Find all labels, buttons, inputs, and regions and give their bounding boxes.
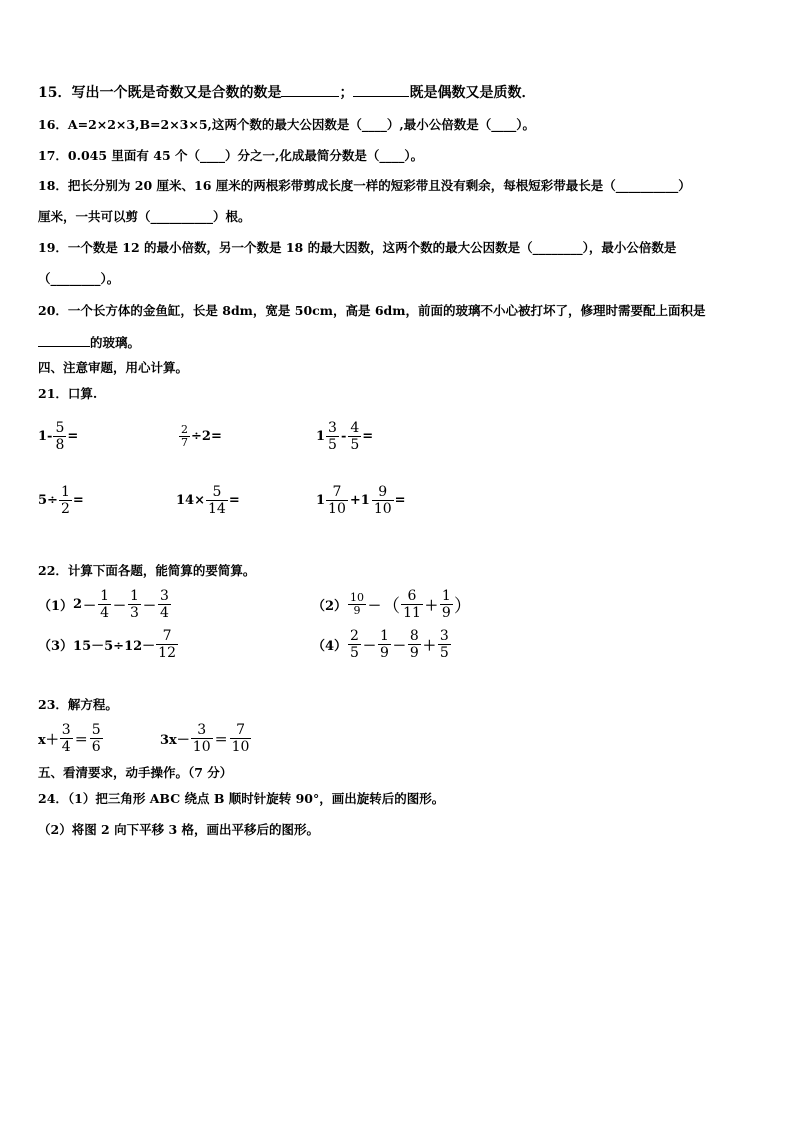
q21-e2-rest: ÷2= xyxy=(191,429,222,444)
denominator: 10 xyxy=(373,501,392,517)
q15-blank-2 xyxy=(353,84,409,97)
numerator: 3 xyxy=(159,588,169,604)
section-5-title: 五、看清要求，动手操作。（7 分） xyxy=(38,765,233,780)
denominator: 12 xyxy=(158,645,176,661)
denominator: 14 xyxy=(207,501,226,517)
denominator: 4 xyxy=(159,605,169,621)
q22-part-1: （1） 2 － $\frac{1}{4}$ － $\frac{1}{3}$ － $\frac{3}{4}$ xyxy=(38,588,169,621)
question-20-line-1: 20．一个长方体的金鱼缸，长是 8dm，宽是 50cm，高是 6dm，前面的玻璃不小心被打坏了，修理时需要配上面积是 xyxy=(38,303,706,318)
question-24-line-1: 24．（1）把三角形 ABC 绕点 B 顺时针旋转 90°，画出旋转后的图形。 xyxy=(38,791,445,806)
question-16: 16．A=2×2×3,B=2×3×5,这两个数的最大公因数是（____）,最小公倍数是（____）。 xyxy=(38,117,535,132)
numerator: 9 xyxy=(378,484,388,500)
question-18-line-1: 18．把长分别为 20 厘米、16 厘米的两根彩带剪成长度一样的短彩带且没有剩余，每根短彩带最长是（__________） xyxy=(38,178,691,193)
q23-equation-1: x＋ $\frac{3}{4}$ ＝ $\frac{5}{6}$ xyxy=(38,722,101,755)
denominator: 5 xyxy=(350,437,360,453)
q21-expr-6 xyxy=(316,484,406,517)
denominator: 7 xyxy=(181,436,188,449)
numerator: 3 xyxy=(439,628,449,644)
equals: = xyxy=(228,493,240,508)
denominator: 3 xyxy=(130,605,139,621)
numerator: 6 xyxy=(407,588,417,604)
denominator: 5 xyxy=(439,645,449,661)
q21-expr-3 xyxy=(316,420,373,453)
q21-e2-fraction xyxy=(179,424,190,449)
question-22-title: 22．计算下面各题，能简算的要简算。 xyxy=(38,563,256,578)
equals: = xyxy=(362,429,374,444)
question-17: 17．0.045 里面有 45 个（____）分之一,化成最简分数是（____）。 xyxy=(38,148,424,163)
q21-e6-fraction-2 xyxy=(372,484,394,517)
denominator: 9 xyxy=(353,604,361,617)
numerator: 7 xyxy=(236,722,246,738)
question-20-line-2 xyxy=(38,334,140,351)
fraction xyxy=(60,722,73,755)
whole: 1 xyxy=(316,493,326,508)
question-23-title: 23．解方程。 xyxy=(38,697,118,712)
denominator: 5 xyxy=(328,437,337,453)
numerator: 3 xyxy=(328,420,337,436)
question-18-line-2: 厘米，一共可以剪（__________）根。 xyxy=(38,209,251,224)
fraction xyxy=(348,628,361,661)
numerator: 4 xyxy=(350,420,360,436)
fraction xyxy=(98,588,111,621)
denominator: 9 xyxy=(379,645,389,661)
fraction xyxy=(440,588,453,621)
denominator: 6 xyxy=(91,739,101,755)
question-15 xyxy=(38,84,535,101)
q15-prefix: 15．写出一个既是奇数又是合数的数是 xyxy=(38,85,282,101)
question-19-line-2: （________）。 xyxy=(38,271,120,286)
fraction xyxy=(401,588,423,621)
fraction xyxy=(230,722,252,755)
fraction xyxy=(156,628,178,661)
q23-equation-2: 3x－ $\frac{3}{10}$ ＝ $\frac{7}{10}$ xyxy=(160,722,250,755)
numerator: 1 xyxy=(60,484,70,500)
part-label: （4） xyxy=(312,639,348,654)
part-label: （3） xyxy=(38,639,74,654)
q21-e6-fraction-1 xyxy=(326,484,348,517)
equals: = xyxy=(72,493,84,508)
numerator: 1 xyxy=(100,588,110,604)
denominator: 2 xyxy=(60,501,70,517)
numerator: 7 xyxy=(332,484,342,500)
fraction xyxy=(90,722,103,755)
denominator: 9 xyxy=(441,605,451,621)
q20-blank xyxy=(38,334,90,347)
q21-e4-prefix: 5÷ xyxy=(38,493,58,508)
denominator: 5 xyxy=(350,645,359,661)
part-label: （1） xyxy=(38,599,74,614)
denominator: 4 xyxy=(61,739,71,755)
numerator: 10 xyxy=(350,591,365,604)
equals: = xyxy=(67,429,79,444)
q21-e1-fraction xyxy=(53,420,66,453)
denominator: 9 xyxy=(409,645,419,661)
question-24-line-2: （2）将图 2 向下平移 3 格，画出平移后的图形。 xyxy=(38,822,320,837)
question-21-title: 21．口算. xyxy=(38,386,98,401)
fraction xyxy=(348,592,366,617)
fraction xyxy=(158,588,171,621)
fraction xyxy=(378,628,391,661)
denominator: 11 xyxy=(403,605,421,621)
denominator: 10 xyxy=(231,739,250,755)
q21-e5-prefix: 14× xyxy=(176,493,205,508)
q21-expr-4 xyxy=(38,484,84,517)
numerator: 5 xyxy=(91,722,101,738)
section-4-title: 四、注意审题，用心计算。 xyxy=(38,360,189,375)
whole: 2 xyxy=(73,597,83,612)
q20-suffix: 的玻璃。 xyxy=(90,335,141,350)
q21-e3-fraction-2 xyxy=(348,420,361,453)
q22-part-2: （2） $\frac{10}{9}$ － （ $\frac{6}{11}$ ＋ $\frac{1}{9}$ ） xyxy=(312,588,472,621)
q21-expr-1 xyxy=(38,420,78,453)
denominator: 10 xyxy=(192,739,211,755)
numerator: 2 xyxy=(350,628,359,644)
operator: +1 xyxy=(349,493,370,508)
q21-expr-2 xyxy=(178,424,222,449)
q22-part-3 xyxy=(38,628,179,661)
denominator: 4 xyxy=(100,605,110,621)
numerator: 3 xyxy=(197,722,207,738)
expression: 15－5÷12－ xyxy=(73,639,156,654)
operator: - xyxy=(340,429,347,444)
equals: = xyxy=(394,493,406,508)
numerator: 1 xyxy=(130,588,139,604)
q15-blank-1 xyxy=(281,84,339,97)
numerator: 3 xyxy=(61,722,71,738)
numerator: 2 xyxy=(181,423,188,436)
denominator: 8 xyxy=(55,437,65,453)
q15-suffix: 既是偶数又是质数． xyxy=(409,85,536,101)
fraction xyxy=(191,722,213,755)
numerator: 8 xyxy=(409,628,419,644)
denominator: 10 xyxy=(328,501,346,517)
numerator: 1 xyxy=(441,588,451,604)
q21-expr-5 xyxy=(176,484,240,517)
q21-e4-fraction xyxy=(59,484,72,517)
fraction xyxy=(408,628,421,661)
numerator: 5 xyxy=(55,420,65,436)
q21-e5-fraction xyxy=(206,484,228,517)
q22-part-4: （4） $\frac{2}{5}$ － $\frac{1}{9}$ － $\frac{8}{9}$ ＋ $\frac{3}{5}$ xyxy=(312,628,449,661)
q15-mid: ； xyxy=(339,85,354,101)
numerator: 1 xyxy=(379,628,389,644)
fraction xyxy=(128,588,141,621)
numerator: 7 xyxy=(162,628,172,644)
question-19-line-1: 19．一个数是 12 的最小倍数，另一个数是 18 的最大因数，这两个数的最大公因数是（________），最小公倍数是 xyxy=(38,240,677,255)
numerator: 5 xyxy=(212,484,222,500)
left-term: x＋ xyxy=(38,733,59,748)
fraction xyxy=(438,628,451,661)
left-term: 3x－ xyxy=(160,733,190,748)
whole: 1 xyxy=(316,429,326,444)
part-label: （2） xyxy=(312,599,348,614)
q21-e1-prefix: 1- xyxy=(38,429,53,444)
q21-e3-fraction-1 xyxy=(326,420,339,453)
